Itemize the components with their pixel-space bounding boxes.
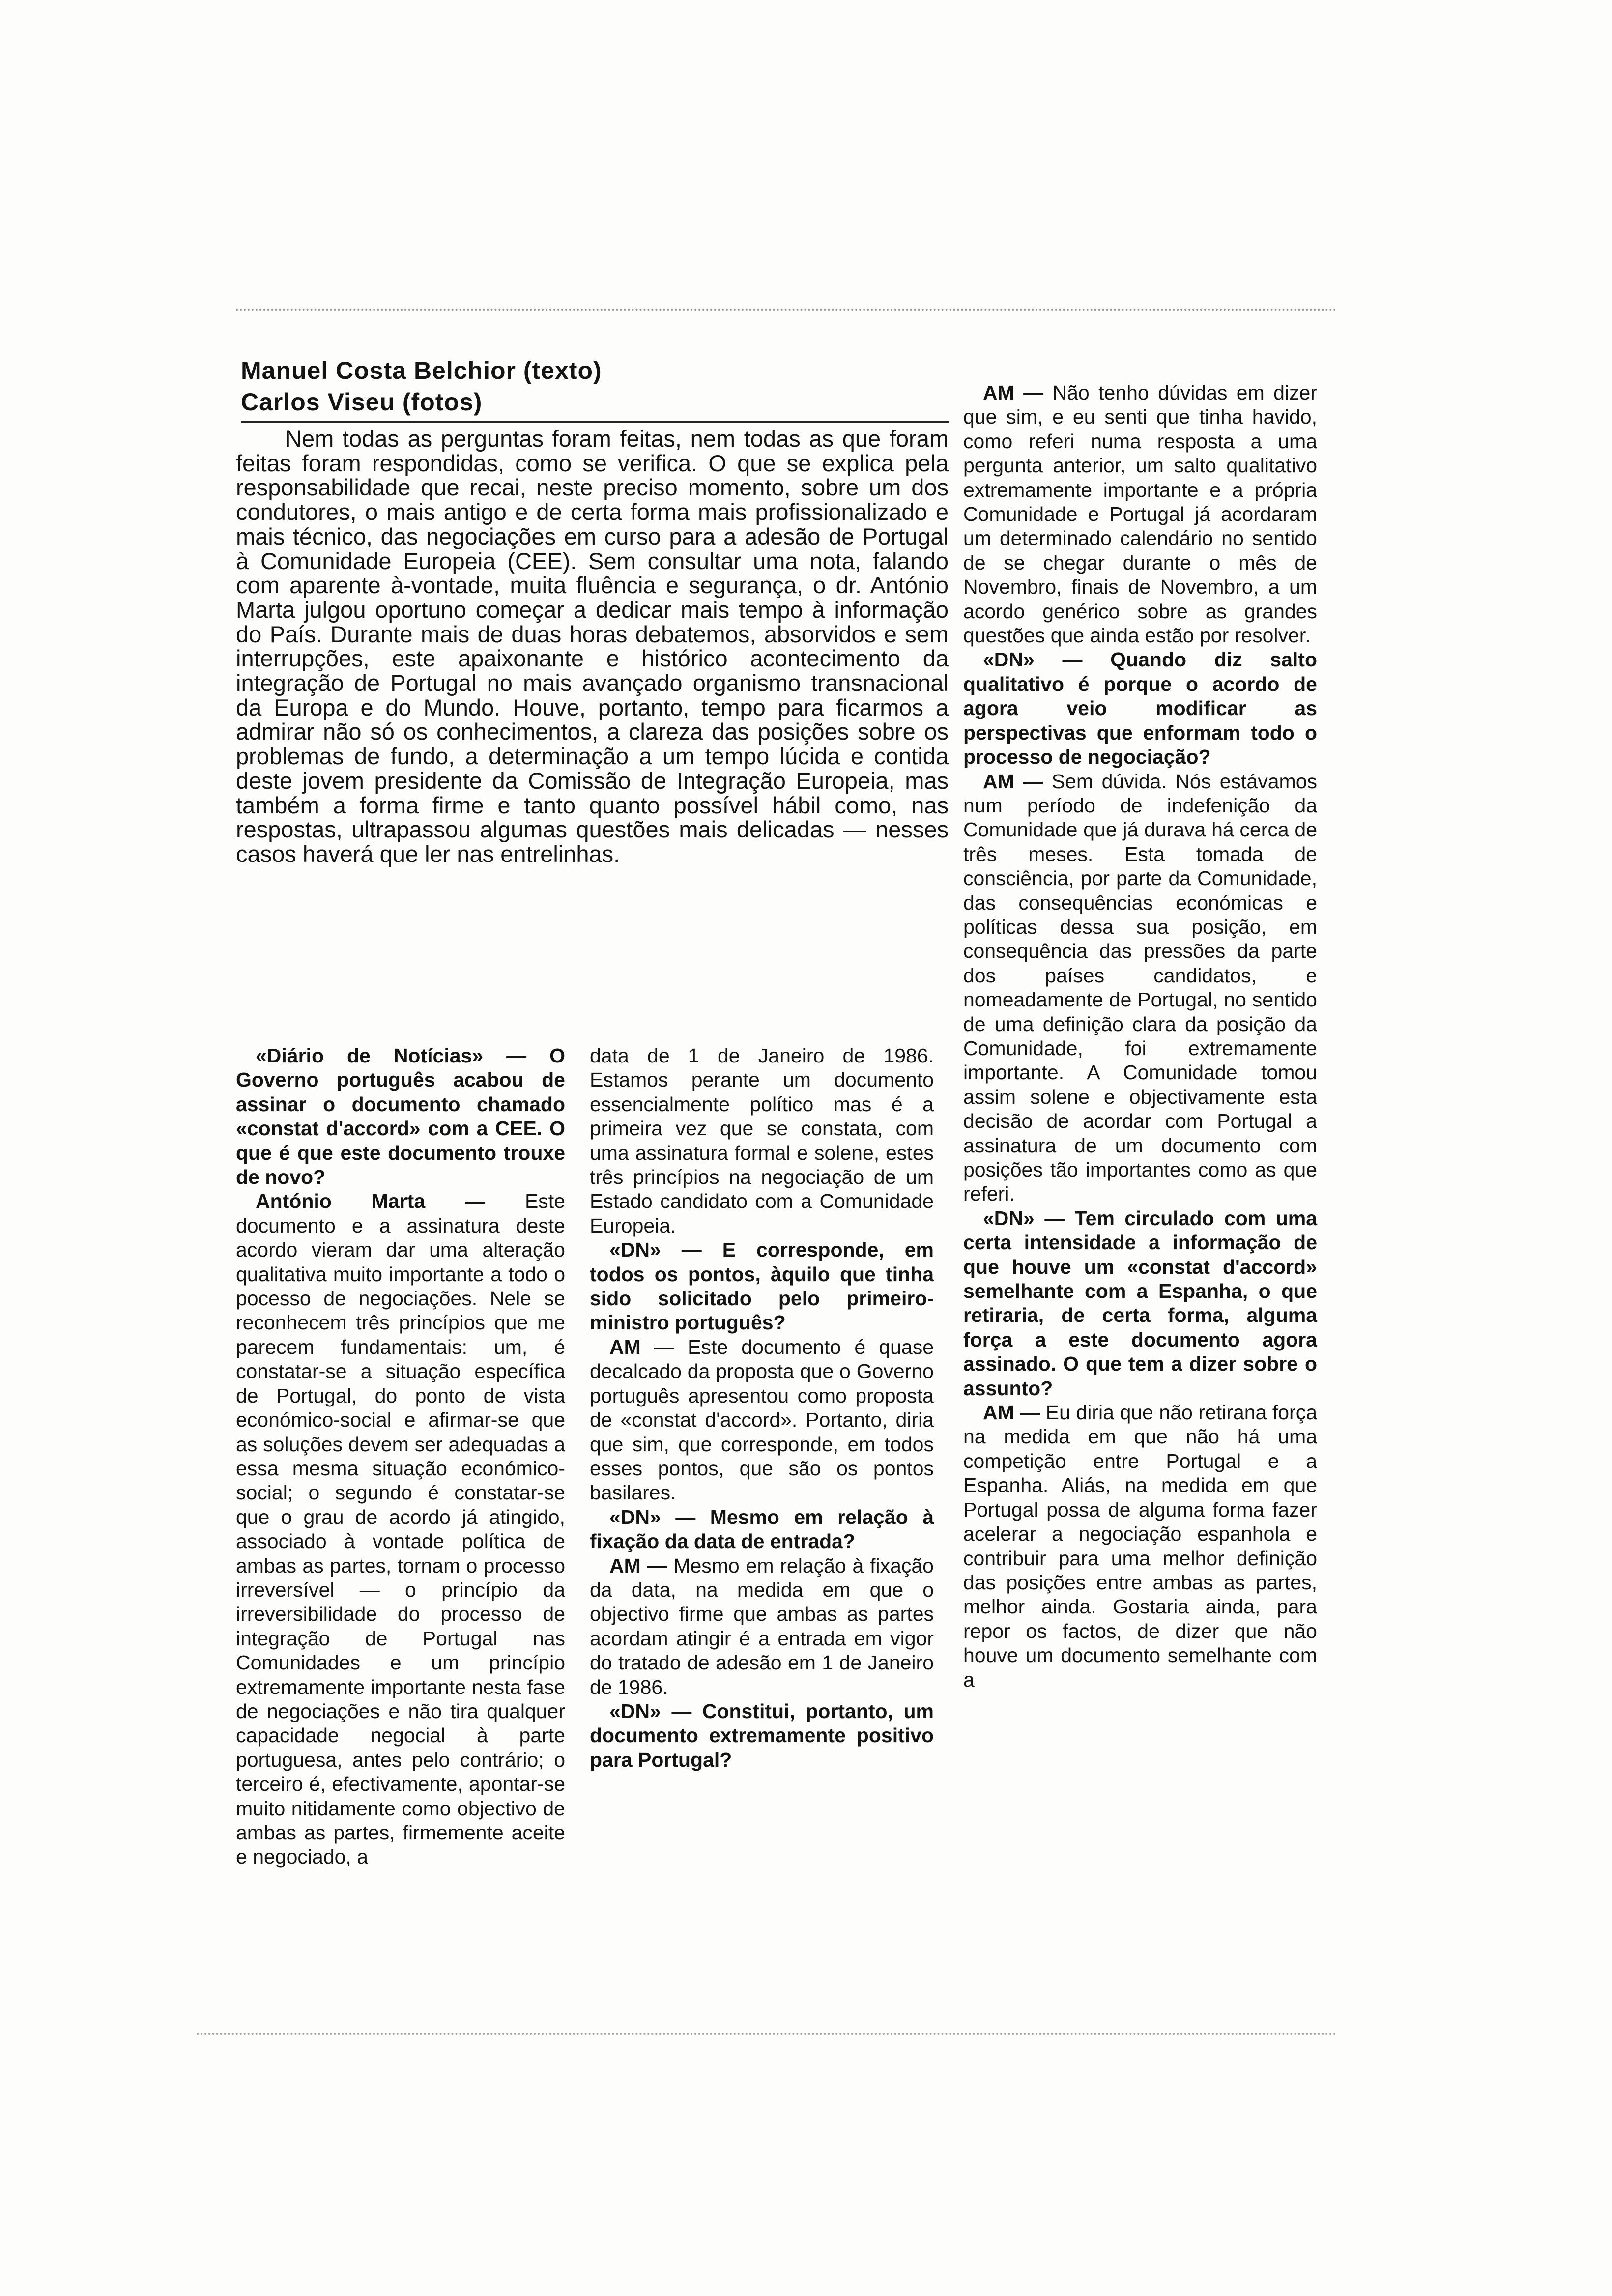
byline	[241, 355, 949, 418]
answer-5	[963, 770, 1317, 1206]
answer-text: Este documento e a assinatura deste acordo vieram dar uma alteração qualitativa muito importante a todo o pocesso de negociações. Nele se reconhecem três princípios que me parecem fundamentais: um, é constatar-se a situação específica de Portugal, do ponto de vista económico-social e afirmar-se que as soluções devem ser adequadas a essa mesma situação económico-social; o segundo é constatar-se que o grau de acordo já atingido, associado à vontade política de ambas as partes, tornam o processo irreversível — o princípio da irreversibilidade do processo de integração de Portugal nas Comunidades e um princípio extremamente importante nesta fase de negociações e não tira qualquer capacidade negocial à parte portuguesa, antes pelo contrário; o terceiro é, efectivamente, apontar-se muito nitidamente como objectivo de ambas as partes, firmemente aceite e negociado, a	[236, 1190, 566, 1868]
answer-1	[236, 1189, 565, 1869]
speaker-label: AM —	[609, 1335, 674, 1358]
column-3	[963, 381, 1317, 1692]
speaker-label: AM —	[983, 1401, 1040, 1424]
answer-2	[590, 1335, 934, 1505]
speaker-label: AM —	[983, 770, 1043, 793]
answer-4	[963, 381, 1317, 648]
byline-photo-author: Carlos Viseu (fotos)	[241, 388, 483, 416]
speaker-label: AM —	[609, 1554, 667, 1577]
question-2: «DN» — E corresponde, em todos os pontos, àquilo que tinha sido solicitado pelo primeiro-ministro português?	[590, 1238, 934, 1334]
answer-text: Sem dúvida. Nós estávamos num período de indefenição da Comunidade que já durava há cerca de três meses. Esta tomada de consciência, por parte da Comunidade, das consequências económicas e políticas dessa sua posição, em consequência das pressões da parte dos países candidatos, e nomeadamente de Portugal, no sentido de uma definição clara da posição da Comunidade, foi extremamente importante. A Comunidade tomou assim solene e objectivamente esta decisão de acordar com Portugal a assinatura de um documento com posições tão importantes como as que referi.	[963, 770, 1317, 1205]
answer-text: Mesmo em relação à fixação da data, na medida em que o objectivo firme que ambas as partes acordam atingir é a entrada em vigor do tratado de adesão em 1 de Janeiro de 1986.	[590, 1554, 934, 1698]
scan-bottom-edge	[197, 2033, 1337, 2035]
answer-text: Este documento é quase decalcado da proposta que o Governo português apresentou como proposta de «constat d'accord». Portanto, diria que sim, que corresponde, em todos esses pontos, que são os pontos basilares.	[590, 1335, 934, 1504]
answer-text: Não tenho dúvidas em dizer que sim, e eu senti que tinha havido, como referi numa resposta a uma pergunta anterior, um salto qualitativo extremamente importante e a própria Comunidade e Portugal já acordaram um determinado calendário no sentido de se chegar durante o mês de Novembro, finais de Novembro, a um acordo genérico sobre as grandes questões que ainda estão por resolver.	[963, 381, 1317, 647]
answer-6	[963, 1401, 1317, 1692]
question-1: «Diário de Notícias» — O Governo português acabou de assinar o documento chamado «constat d'accord» com a CEE. O que é que este documento trouxe de novo?	[236, 1044, 565, 1189]
question-3: «DN» — Mesmo em relação à fixação da data de entrada?	[590, 1505, 934, 1553]
speaker-label: António Marta —	[256, 1190, 486, 1213]
scan-top-edge	[236, 309, 1337, 311]
question-5: «DN» — Quando diz salto qualitativo é porque o acordo de agora veio modificar as perspectivas que enformam todo o processo de negociação?	[963, 648, 1317, 769]
byline-text-author: Manuel Costa Belchior (texto)	[241, 357, 602, 384]
answer-1-continued: data de 1 de Janeiro de 1986. Estamos perante um documento essencialmente político mas é a primeira vez que se constata, com uma assinatura formal e solene, estes três princípios na negociação de um Estado candidato com a Comunidade Europeia.	[590, 1044, 934, 1237]
question-6: «DN» — Tem circulado com uma certa intensidade a informação de que houve um «constat d'accord» semelhante com a Espanha, o que retiraria, de certa forma, alguma força a este documento agora assinado. O que tem a dizer sobre o assunto?	[963, 1206, 1317, 1400]
answer-text: Eu diria que não retirana força na medida em que não há uma competição entre Portugal e a Espanha. Aliás, na medida em que Portugal possa de alguma forma fazer acelerar a negociação espanhola e contribuir para uma melhor definição das posições entre ambas as partes, melhor ainda. Gostaria ainda, para repor os factos, de dizer que não houve um documento semelhante com a	[963, 1401, 1317, 1691]
column-2	[590, 1044, 934, 1772]
lead-paragraph: Nem todas as perguntas foram feitas, nem todas as que foram feitas foram respondidas, como se verifica. O que se explica pela responsabilidade que recai, neste preciso momento, sobre um dos condutores, o mais antigo e de certa forma mais profissionalizado e mais técnico, das negociações em curso para a adesão de Portugal à Comunidade Europeia (CEE). Sem consultar uma nota, falando com aparente à-vontade, muita fluência e segurança, o dr. António Marta julgou oportuno começar a dedicar mais tempo à informação do País. Durante mais de duas horas debatemos, absorvidos e sem interrupções, este apaixonante e histórico acontecimento da integração de Portugal no mais avançado organismo transnacional da Europa e do Mundo. Houve, portanto, tempo para ficarmos a admirar não só os conhecimentos, a clareza das posições sobre os problemas de fundo, a determinação a um tempo lúcida e contida deste jovem presidente da Comissão de Integração Europeia, mas também a forma firme e tanto quanto possível hábil como, nas respostas, ultrapassou algumas questões mais delicadas — nesses casos haverá que ler nas entrelinhas.	[236, 426, 949, 867]
column-1	[236, 1044, 565, 1869]
byline-rule	[241, 421, 949, 423]
question-4: «DN» — Constitui, portanto, um documento extremamente positivo para Portugal?	[590, 1699, 934, 1771]
answer-3	[590, 1554, 934, 1699]
speaker-label: AM —	[983, 381, 1044, 404]
